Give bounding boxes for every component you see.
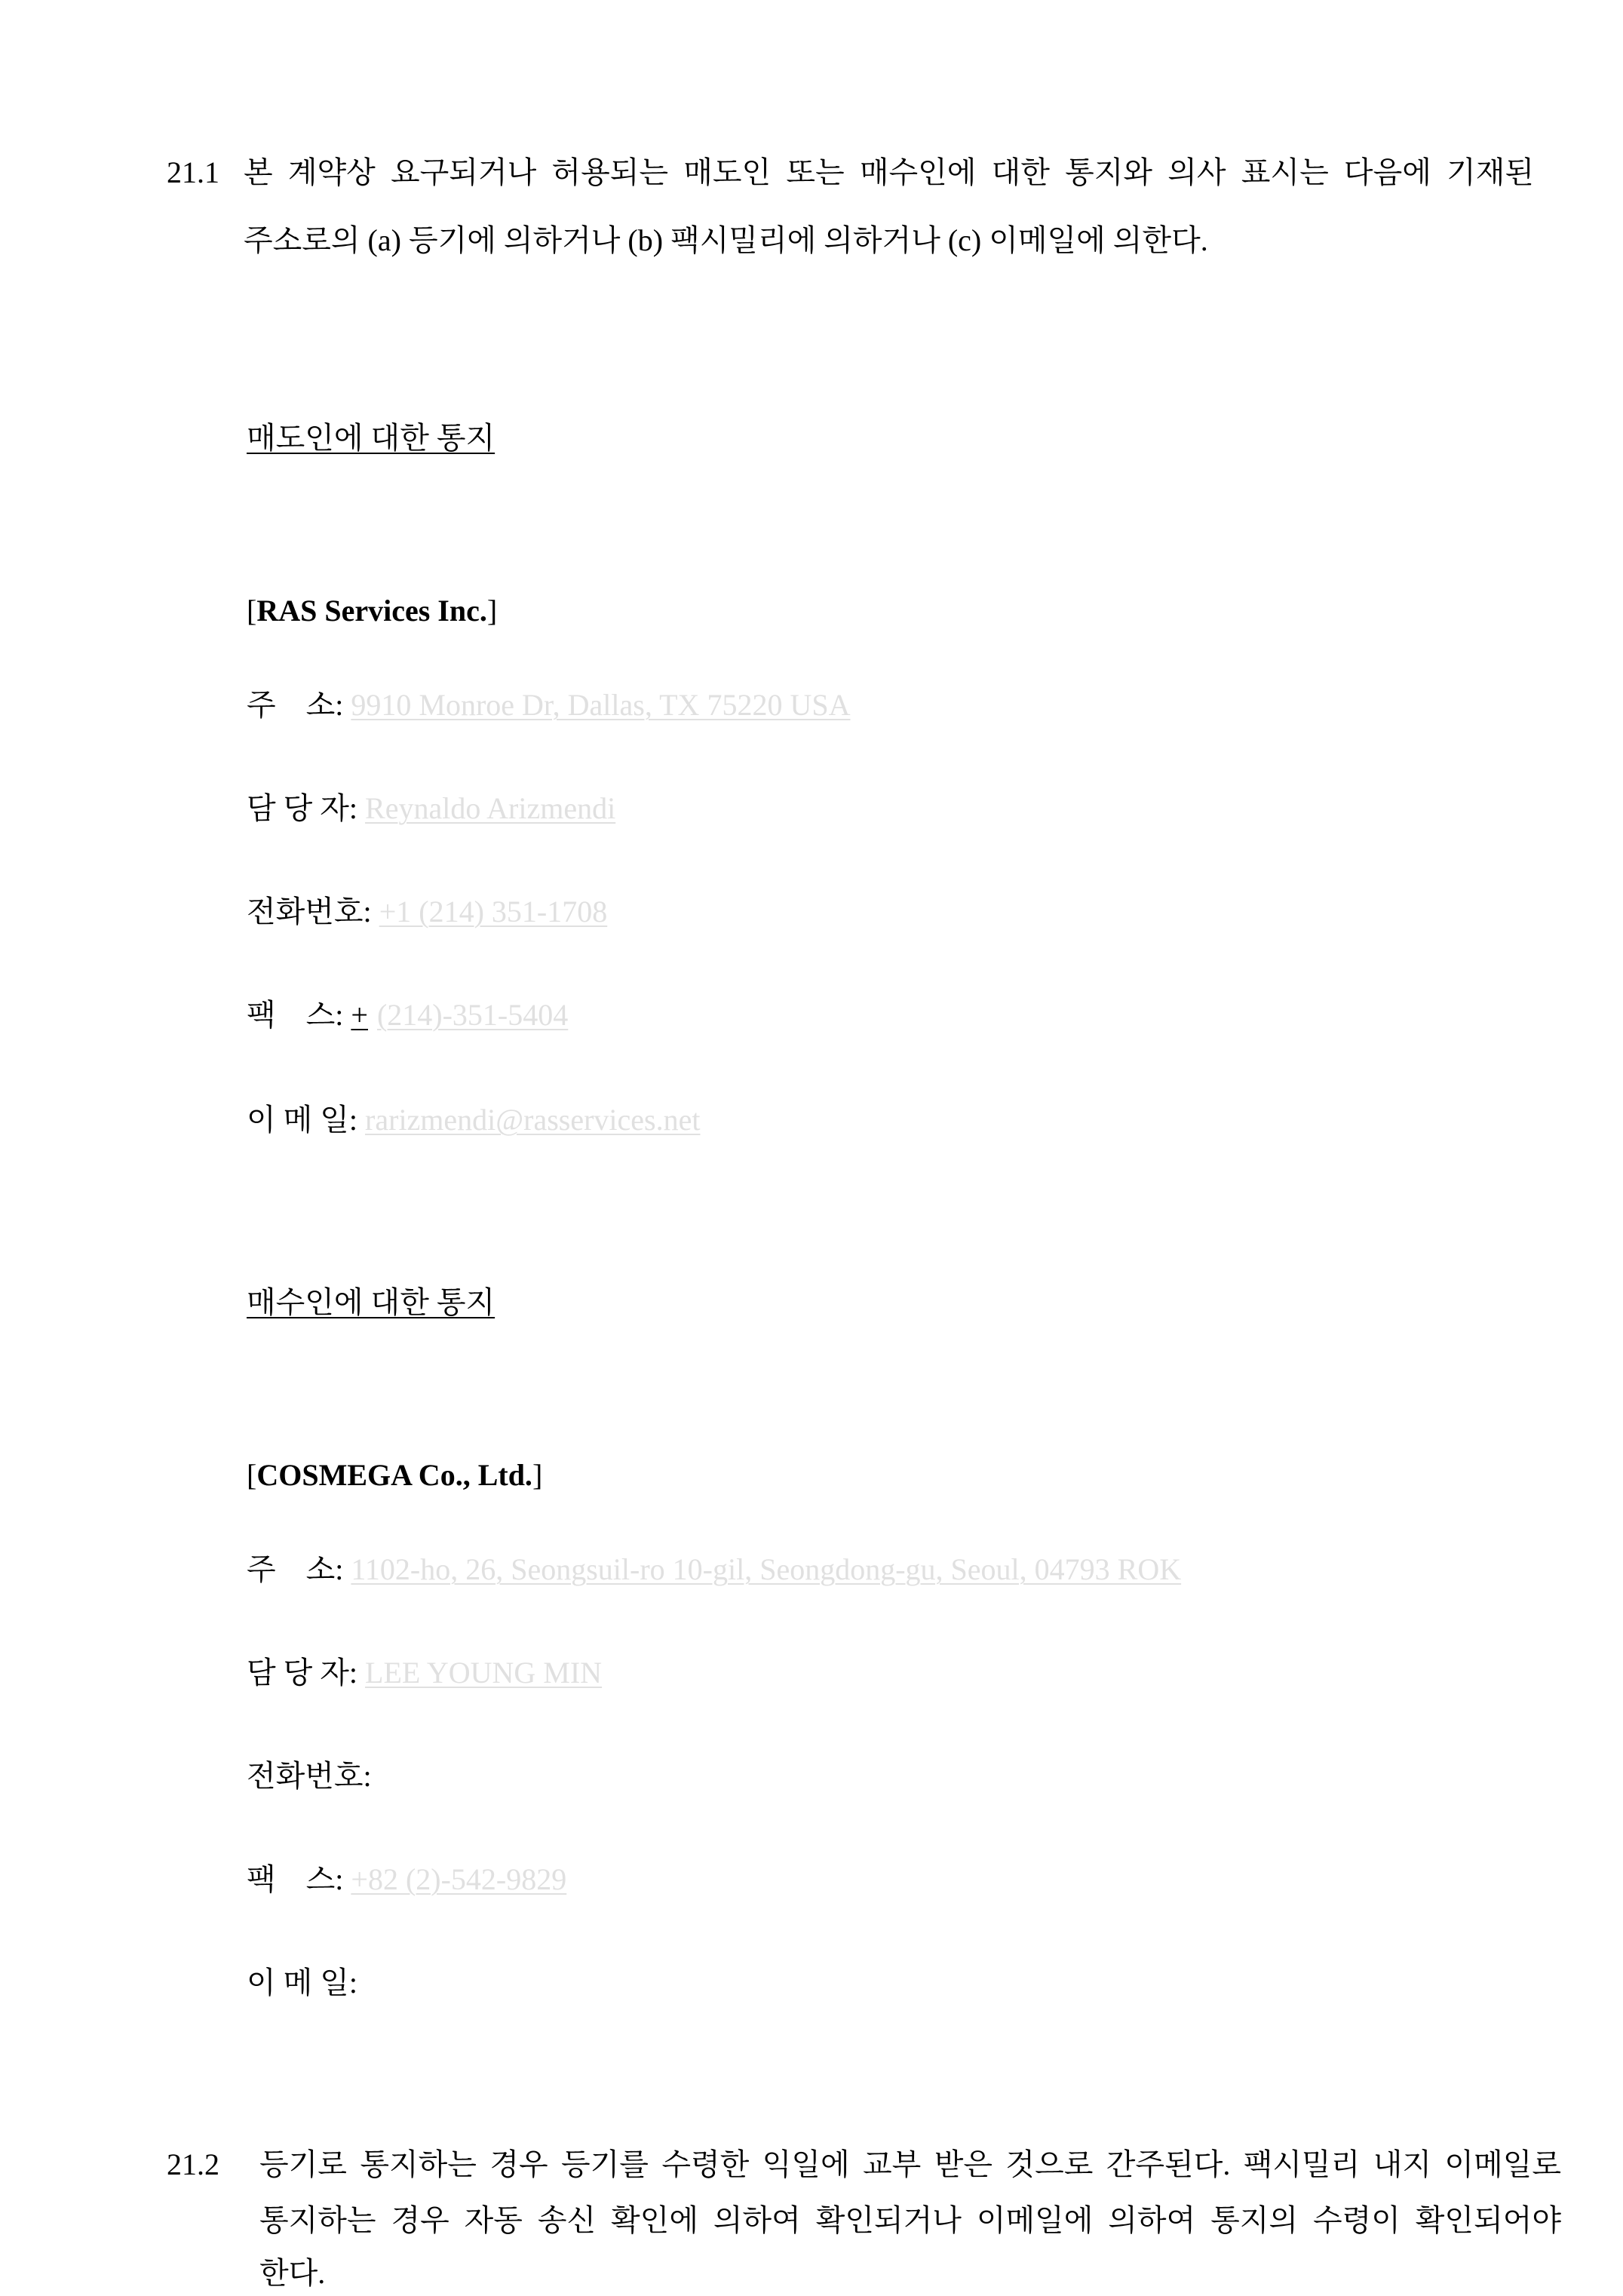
- buyer-org-open-bracket: [: [247, 1458, 257, 1492]
- seller-email-row: [247, 1102, 700, 1138]
- buyer-phone-label: 전화번호:: [247, 1759, 372, 1793]
- seller-email-value: rarizmendi@rasservices.net: [365, 1103, 701, 1137]
- seller-phone-label: 전화번호:: [247, 895, 372, 929]
- buyer-phone-row: [247, 1758, 372, 1794]
- buyer-org-name-row: [247, 1457, 542, 1493]
- buyer-fax-label: 팩 스:: [247, 1862, 344, 1896]
- seller-phone-value: +1 (214) 351-1708: [379, 895, 608, 929]
- section-21-1-line-2: 주소로의 (a) 등기에 의하거나 (b) 팩시밀리에 의하거나 (c) 이메일에 의한다.: [244, 223, 1208, 257]
- section-number-21-2: 21.2: [167, 2147, 219, 2181]
- section-21-1-line-1: 본 계약상 요구되거나 허용되는 매도인 또는 매수인에 대한 통지와 의사 표시는 다음에 기재된: [244, 155, 1534, 189]
- seller-fax-label: 팩 스:: [247, 998, 344, 1032]
- seller-fax-row: [247, 997, 568, 1033]
- buyer-org-name: COSMEGA Co., Ltd.: [256, 1458, 532, 1492]
- seller-email-label: 이 메 일:: [247, 1103, 358, 1137]
- seller-contact-row: [247, 790, 615, 827]
- seller-address-label: 주 소:: [247, 688, 344, 722]
- seller-contact-label: 담 당 자:: [247, 791, 358, 825]
- section-number-21-1: 21.1: [167, 155, 219, 189]
- seller-org-name-row: [247, 593, 497, 629]
- buyer-fax-value: +82 (2)-542-9829: [351, 1862, 567, 1896]
- seller-address-value: 9910 Monroe Dr, Dallas, TX 75220 USA: [351, 688, 851, 722]
- buyer-email-label: 이 메 일:: [247, 1966, 358, 2000]
- buyer-notice-heading: 매수인에 대한 통지: [247, 1285, 495, 1319]
- buyer-address-row: [247, 1552, 1181, 1588]
- buyer-address-value: 1102-ho, 26, Seongsuil-ro 10-gil, Seongdong-gu, Seoul, 04793 ROK: [351, 1552, 1182, 1586]
- seller-org-open-bracket: [: [247, 594, 257, 628]
- seller-fax-prefix: +: [351, 998, 368, 1032]
- seller-fax-value: (214)-351-5404: [376, 998, 569, 1032]
- seller-notice-heading: 매도인에 대한 통지: [247, 421, 495, 455]
- buyer-email-row: [247, 1965, 357, 2001]
- buyer-org-close-bracket: ]: [532, 1458, 543, 1492]
- buyer-fax-row: [247, 1862, 566, 1898]
- section-21-2-line-3: 한다.: [259, 2256, 326, 2290]
- seller-contact-value: Reynaldo Arizmendi: [365, 791, 616, 825]
- buyer-contact-label: 담 당 자:: [247, 1656, 358, 1690]
- buyer-address-label: 주 소:: [247, 1552, 344, 1586]
- buyer-contact-value: LEE YOUNG MIN: [365, 1656, 603, 1690]
- section-21-2-line-1: 등기로 통지하는 경우 등기를 수령한 익일에 교부 받은 것으로 간주된다. 팩시밀리 내지 이메일로: [259, 2147, 1561, 2181]
- seller-address-row: [247, 687, 850, 723]
- buyer-contact-row: [247, 1655, 602, 1691]
- section-21-2-line-2: 통지하는 경우 자동 송신 확인에 의하여 확인되거나 이메일에 의하여 통지의 수령이 확인되어야: [259, 2203, 1561, 2237]
- seller-phone-row: [247, 894, 607, 930]
- seller-org-close-bracket: ]: [486, 594, 498, 628]
- seller-org-name: RAS Services Inc.: [256, 594, 487, 628]
